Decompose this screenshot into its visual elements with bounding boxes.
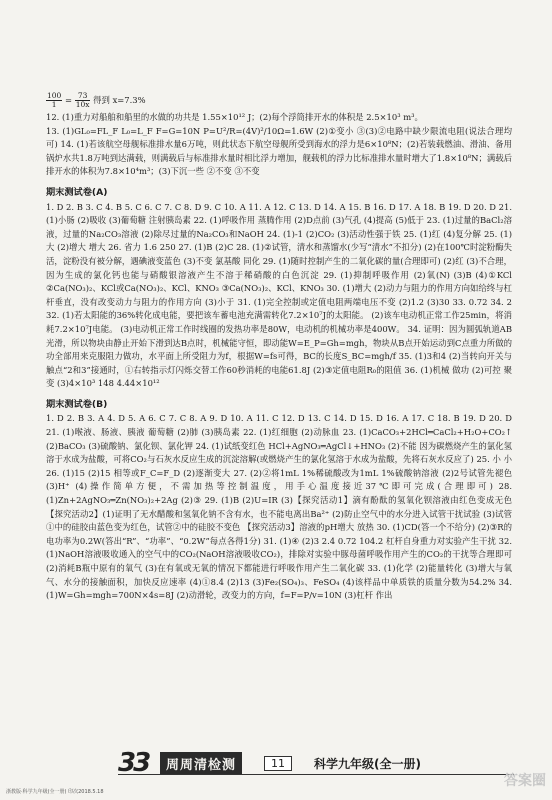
answer-content xyxy=(46,92,512,603)
brand-name: 周周清检测 xyxy=(160,752,242,775)
fraction-2 xyxy=(75,92,91,109)
fraction-1-denominator: 1 xyxy=(51,100,57,109)
section-a-answers: 1. D 2. B 3. C 4. B 5. C 6. C 7. C 8. D 9. C 10. A 11. A 12. C 13. D 14. A 15. B 16. D 17. A 18. B 19. D 20. D 21. (1)小肠 (2)吸收 (3)葡萄糖 注射胰岛素 22. (1)呼吸作用 蒸腾作用 (2)D点前 (3)气孔 (4)提高 (5)低于 23. (1)过量的BaCl₂溶液，过量的Na₂CO₃溶液 (2)除尽过量的Na₂CO₃和NaOH 24. (1)-1 (2)CO₂ (3)活动性强于铁 25. (1)红 (4)复分解 25. (1)大 (2)增大 增大 26. 省力 1.6 250 27. (1)B (2)C 28. (1)②试管，清水和蒸馏水(少写“清水”不扣分) (2)在100℃时淀粉酶失活，淀粉没有被分解，遇碘液变蓝色 (3)不变 氯基酸 同化 29. (1)随时控制产生的二氧化碳的量(合理即可) (2)红 (3)不合理，因为生成的氯化钙也能与硝酸银溶液产生不溶于稀硝酸的白色沉淀 29. (1)抑制呼吸作用 (2)氧(N) (3)B (4)①KCl ②Ca(NO₃)₂、KCl或Ca(NO₃)₂、KCl、KNO₃ ③Ca(NO₃)₂、KCl、KNO₃ 30. (1)增大 (2)动力与阻力的作用方向如给终与杠杆垂直，没有改变动力与阻力的作用方向 (3)小于 31. (1)完全控制或定值电阻两端电压不变 (2)1.2 (3)30 33. 0.72 34. 2 32. (1)若太阳能的36%转化成电能，要把该车蓄电池充满需转化7.2×10⁷J的太阳能。 (2)该车电动机正常工作25min，将消耗7.2×10⁷J电能。 (3)电动机正常工作时线圈的发热功率是80W，电动机的机械功率是400W。 34. 证明：因为圆弧轨道AB光滑，所以物块由静止开始下滑到达B点时，机械能守恒，即动能W=E_P=Gh=mgh，物块从B点开始运动到C点重力所做的功全部用来克服阻力做功，水平面上所受阻力为f，根据W=fs可得，BC的长度S_BC=mgh/f 35. (1)3和4 (2)当转向开关与触点“2和3”接通时，①右转指示灯闪烁交替工作60秒消耗的电能61.8J (2)③定值电阻R₀的阻值 36. (1)机械 做功 (2)可控 聚变 (3)4×10³ 148 4.44×10¹² xyxy=(46,201,512,389)
equals-sign: = xyxy=(65,95,73,105)
print-info: 浙教版·科学九年级(全一册) 印次2018.5.18 xyxy=(6,789,104,795)
section-b-title: 期末测试卷(B) xyxy=(46,398,108,410)
footer-divider xyxy=(118,774,514,775)
fraction-2-numerator: 73 xyxy=(75,92,91,101)
section-b-answers: 1. D 2. B 3. A 4. D 5. A 6. C 7. C 8. A 9. D 10. A 11. C 12. D 13. C 14. D 15. D 16. A 17. C 18. B 19. D 20. D 21. (1)喉液、肠液、胰液 葡萄糖 (2)肺 (3)胰岛素 22. (1)红细胞 (2)动脉血 23. (1)CaCO₃+2HCl═CaCl₂+H₂O+CO₂↑ (2)BaCO₃ (3)硫酸钠、氯化钡、氯化钾 24. (1)试纸变红色 HCl+AgNO₃═AgCl↓+HNO₃ (2)不能 因为碳燃烧产生的氯化氢溶于水成为盐酸，可将CO₂与石灰水反应生成的沉淀溶解(或燃烧产生的氯化氢溶于水成为盐酸，先将石灰水反应了) 25. 小 小 26. (1)15 (2)15 相等或F_C=F_D (2)逐渐变大 27. (2)②将1mL 1%稀硫酸改为1mL 1%硫酸钠溶液 (2)2号试管先褪色 (3)H⁺ (4)操作简单方便，不需加热等控制温度，用手心温度接近37℃即可完成(合理即可) 28. (1)Zn+2AgNO₃═Zn(NO₃)₂+2Ag (2)③ 29. (1)B (2)U=IR (3)【探究活动1】滴有酚酞的氢氧化钡溶液由红色变成无色 【探究活动2】(1)证明了无水醋酸和氢氧化钠不含有水，也不能电离出Ba²⁺ (2)防止空气中的水分进入试管干扰试验 (3)试管①中的硅胶由蓝色变为红色，试管②中的硅胶不变色 【探究活动3】溶液的pH增大 放热 30. (1)CD(答一个不给分) (2)③R的电功率为0.2W(答出“R”、“功率”、“0.2W”每点各得1分) 31. (1)④ (2)3 2.4 0.72 104.2 杠杆自身重力对实验产生干扰 32. (1)NaOH溶液吸收通入的空气中的CO₂(NaOH溶液吸收CO₂)，排除对实验中豚母菌呼吸作用产生的CO₂的干扰等合理即可 (2)消耗B瓶中原有的氧气 (3)在有氧或无氧的情况下都能进行呼吸作用产生二氧化碳 33. (1)化学 (2)能量转化 (3)增大与氧气、水分的接触面积，加快反应速率 (4)①8.4 (2)13 (3)Fe₂(SO₄)₃、FeSO₄ (4)该样品中单质铁的质量分数为54.2% 34. (1)W=Gh=mgh=700N×4s=8J (2)动滑轮，改变力的方向，f=F=P/v=10N (3)杠杆 作出 xyxy=(46,413,512,601)
section-a-title: 期末测试卷(A) xyxy=(46,186,108,198)
page-footer xyxy=(118,748,514,778)
answer-paragraph-12: 12. (1)重力对船舶和船里的水做的功共是 1.55×10¹² J；(2)每个浮筒排开水的体积是 2.5×10³ m³。 xyxy=(46,112,423,122)
formula-line xyxy=(46,92,512,109)
fraction-1 xyxy=(46,92,62,109)
formula-result: 得到 x=7.3% xyxy=(93,95,146,105)
watermark-logo: 答案圈 xyxy=(504,773,546,789)
fraction-1-numerator: 100 xyxy=(47,91,62,100)
page-number: 11 xyxy=(264,756,292,771)
brand-logo: 33 xyxy=(118,748,149,778)
subject-title: 科学九年级(全一册) xyxy=(314,756,421,771)
answer-paragraph-13-14: 13. (1)GL₀=FL_F L₀=L_F F=G=10N P=U²/R=(4V)²/10Ω=1.6W (2)①变小 ③(3)②电路中缺少限流电阻(说法合理均可) 14. (1)若该航空母舰标准排水量6万吨，则此状态下航空母舰所受到海水的浮力是6×10⁸N；(2)若装载燃油、滑油、备用锅炉水共1.8万吨到达满载，则满载后与标准排水量时相比浮力增加，舰载机的浮力比标准排水量时增大了1.8×10⁸N；满载后排开水的体积为7.8×10⁴m³；(3)下沉一些 ②不变 ③不变 xyxy=(46,125,512,177)
fraction-2-denominator: 10x xyxy=(75,100,90,109)
